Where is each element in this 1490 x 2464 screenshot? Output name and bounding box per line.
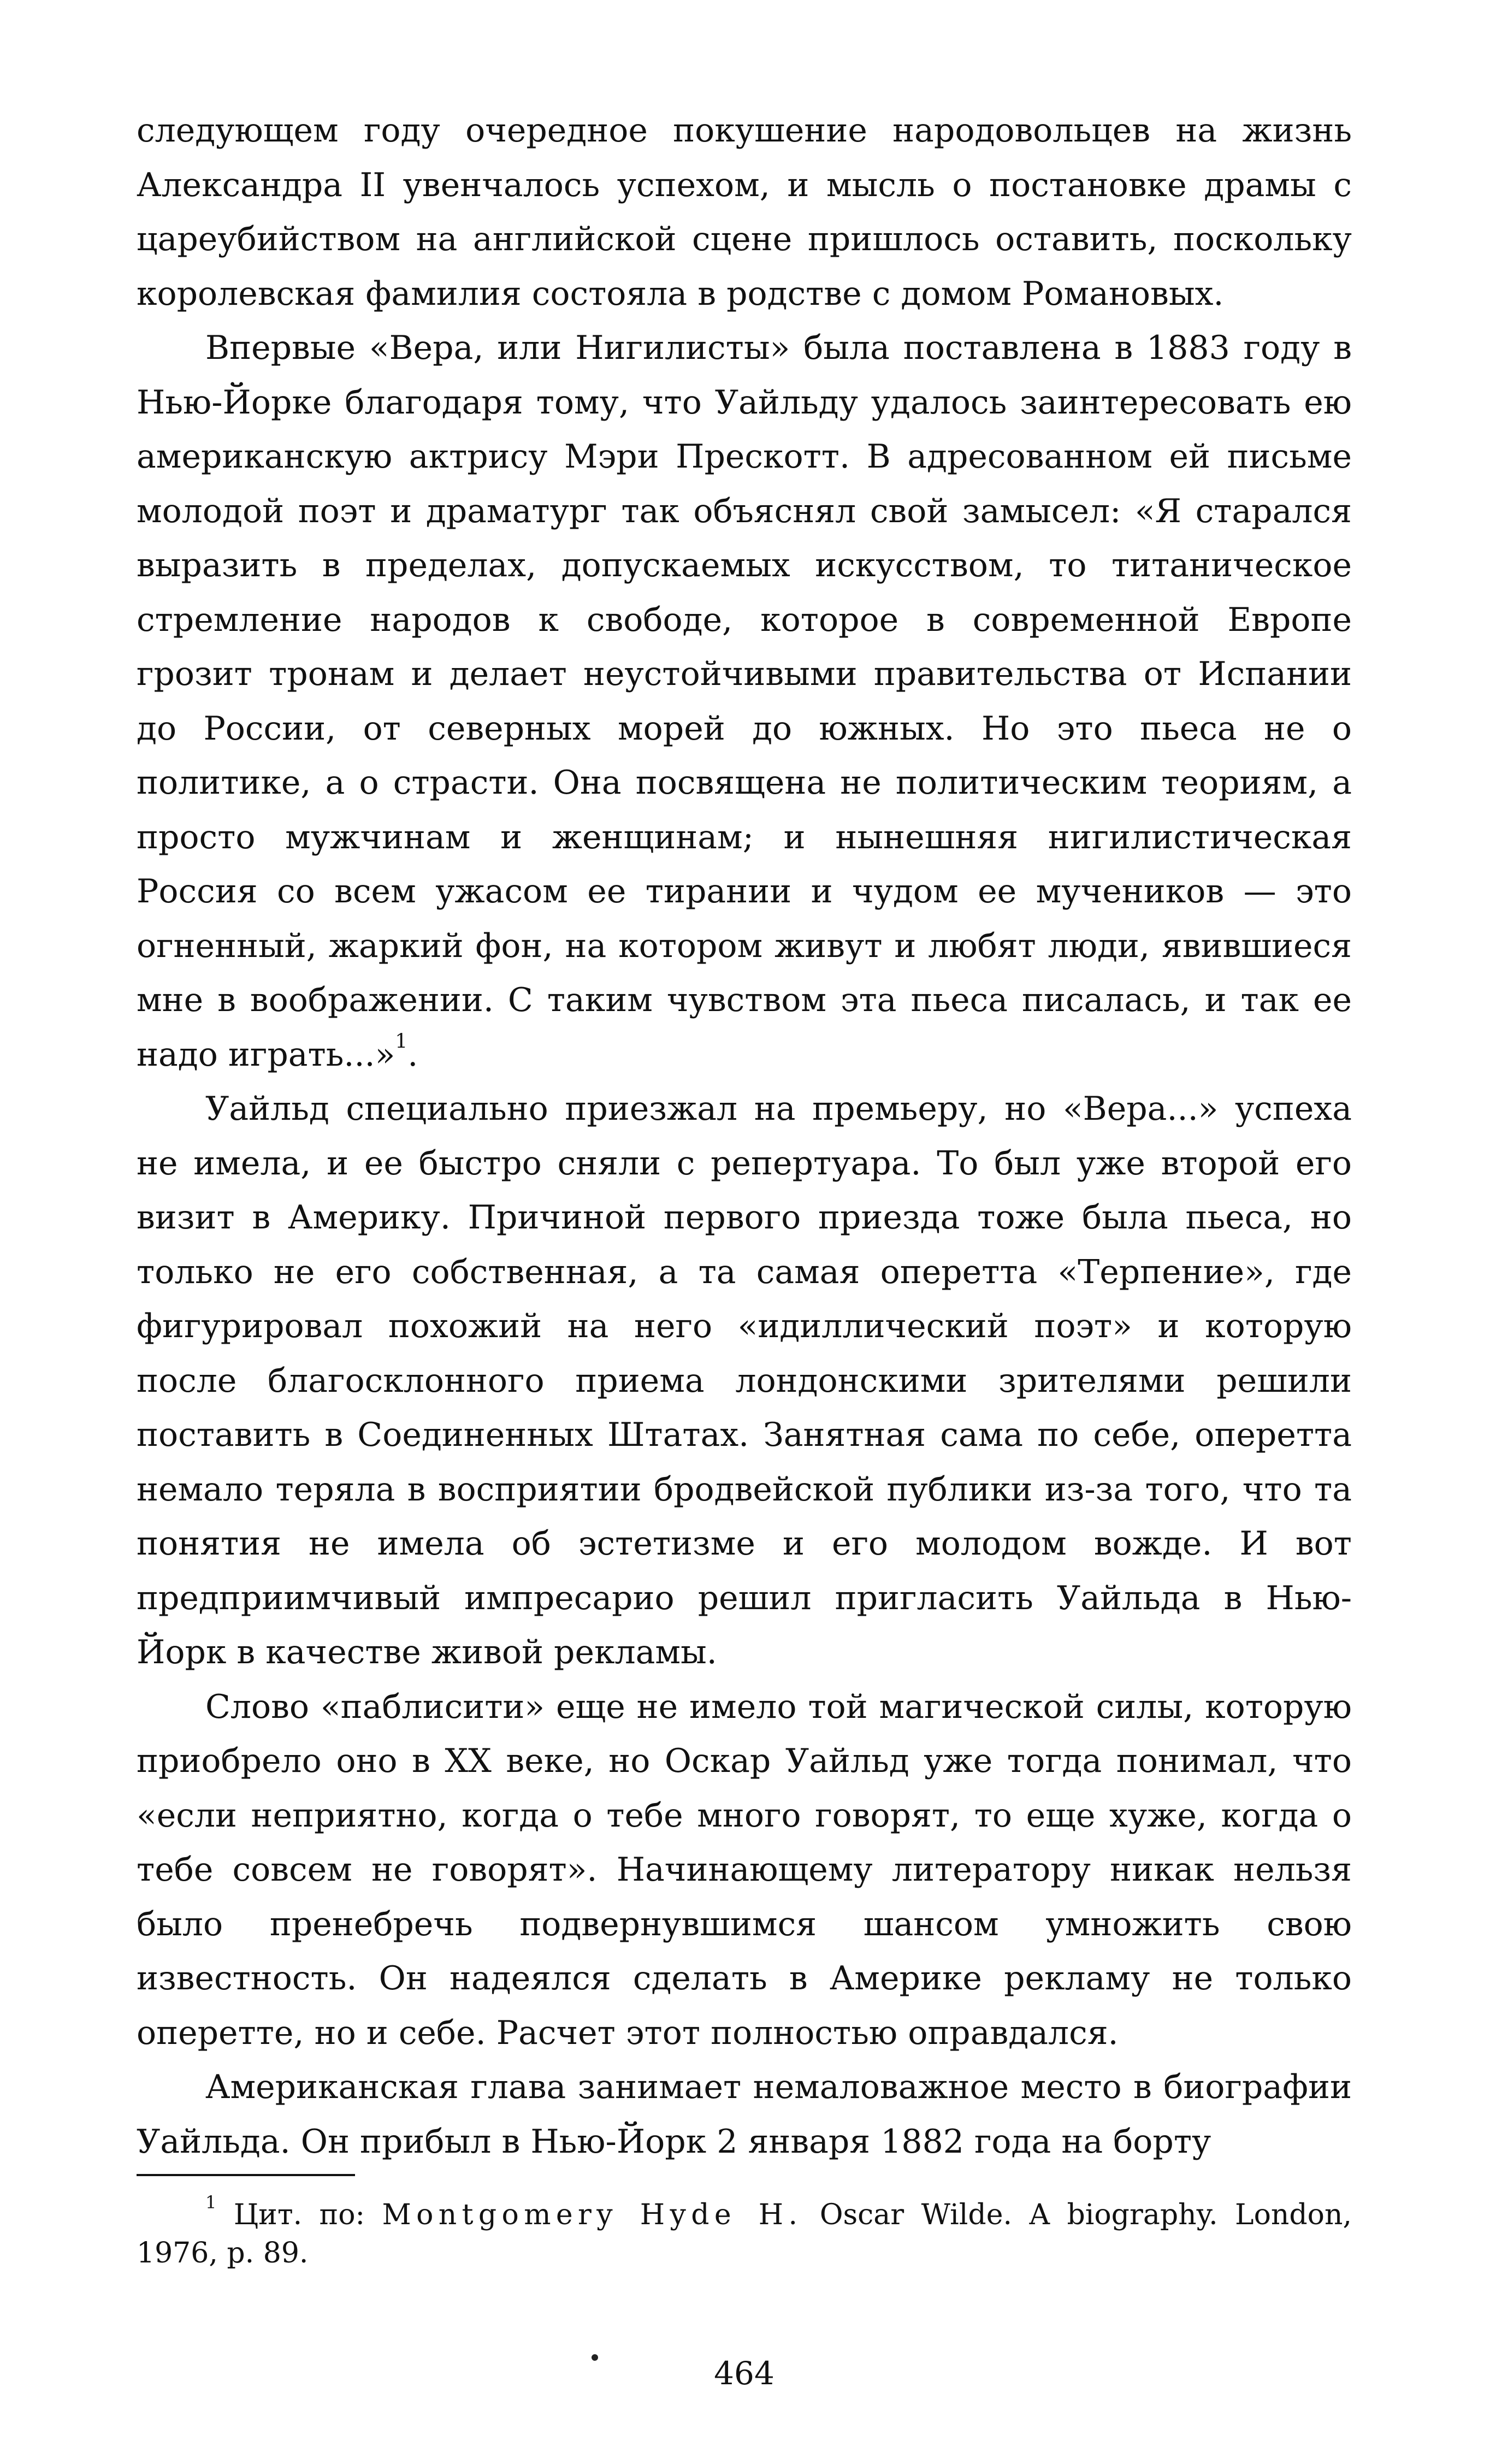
paragraph-4: Слово «паблисити» еще не имело той магической силы, которую приобрело оно в XX веке, но Оскар Уайльд уже тогда понимал, что «если неприятно, когда о тебе много говорят, то еще хуже, когда о тебе совсем не говорят». Начинающему литератору никак нельзя было пренебречь подвернувшимся шансом умножить свою известность. Он надеялся сделать в Америке рекламу не только оперетте, но и себе. Расчет этот полностью оправдался. bbox=[137, 1687, 1352, 2052]
book-page bbox=[137, 104, 1352, 2414]
main-text bbox=[137, 104, 1352, 2169]
footnote-prefix: Цит. по: bbox=[233, 2199, 365, 2231]
paragraph-5: Американская глава занимает немаловажное место в биографии Уайльда. Он прибыл в Нью-Йорк 2 января 1882 года на борту bbox=[137, 2068, 1352, 2161]
footnote-reference: 1 bbox=[395, 1030, 408, 1053]
paragraph-2-text: Впервые «Вера, или Нигилисты» была поставлена в 1883 году в Нью-Йорке благодаря тому, что Уайльду удалось заинтересовать ею американскую актрису Мэри Прескотт. В адресованном ей письме молодой поэт и драматург так объяснял свой замысел: «Я старался выразить в пределах, допускаемых искусством, то титаническое стремление народов к свободе, которое в современной Европе грозит тронам и делает неустойчивыми правительства от Испании до России, от северных морей до южных. Но это пьеса не о политике, а о страсти. Она посвящена не политическим теориям, а просто мужчинам и женщинам; и нынешняя нигилистическая Россия со всем ужасом ее тирании и чудом ее мучеников — это огненный, жаркий фон, на котором живут и любят люди, явившиеся мне в воображении. С таким чувством эта пьеса писалась, и так ее надо играть...» bbox=[137, 329, 1352, 1074]
footnote-author: Montgomery Hyde H. bbox=[382, 2199, 803, 2231]
footnote-marker: 1 bbox=[205, 2192, 217, 2213]
paragraph-2: Впервые «Вера, или Нигилисты» была поставлена в 1883 году в Нью-Йорке благодаря тому, что Уайльду удалось заинтересовать ею американскую актрису Мэри Прескотт. В адресованном ей письме молодой поэт и драматург так объяснял свой замысел: «Я старался выразить в пределах, допускаемых искусством, то титаническое стремление народов к свободе, которое в современной Европе грозит тронам и делает неустойчивыми правительства от Испании до России, от северных морей до южных. Но это пьеса не о политике, а о страсти. Она посвящена не политическим теориям, а просто мужчинам и женщинам; и нынешняя нигилистическая Россия со всем ужасом ее тирании и чудом ее мучеников — это огненный, жаркий фон, на котором живут и любят люди, явившиеся мне в воображении. С таким чувством эта пьеса писалась, и так ее надо играть...»$^1$. bbox=[137, 329, 1352, 1074]
page-number: 464 bbox=[714, 2355, 774, 2392]
footnote bbox=[137, 2192, 1352, 2272]
footnote-source: Oscar Wilde. A biography. London, 1976, p. 89. bbox=[137, 2199, 1352, 2270]
paragraph-1: следующем году очередное покушение народовольцев на жизнь Александра II увенчалось успехом, и мысль о постановке драмы с цареубийством на английской сцене пришлось оставить, поскольку королевская фамилия состояла в родстве с домом Романовых. bbox=[137, 111, 1352, 313]
footnote-divider bbox=[137, 2174, 355, 2176]
paragraph-3: Уайльд специально приезжал на премьеру, но «Вера...» успеха не имела, и ее быстро сняли с репертуара. То был уже второй его визит в Америку. Причиной первого приезда тоже была пьеса, но только не его собственная, а та самая оперетта «Терпение», где фигурировал похожий на него «идиллический поэт» и которую после благосклонного приема лондонскими зрителями решили поставить в Соединенных Штатах. Занятная сама по себе, оперетта немало теряла в восприятии бродвейской публики из-за того, что та понятия не имела об эстетизме и его молодом вожде. И вот предприимчивый импресарио решил пригласить Уайльда в Нью-Йорк в качестве живой рекламы. bbox=[137, 1090, 1352, 1671]
